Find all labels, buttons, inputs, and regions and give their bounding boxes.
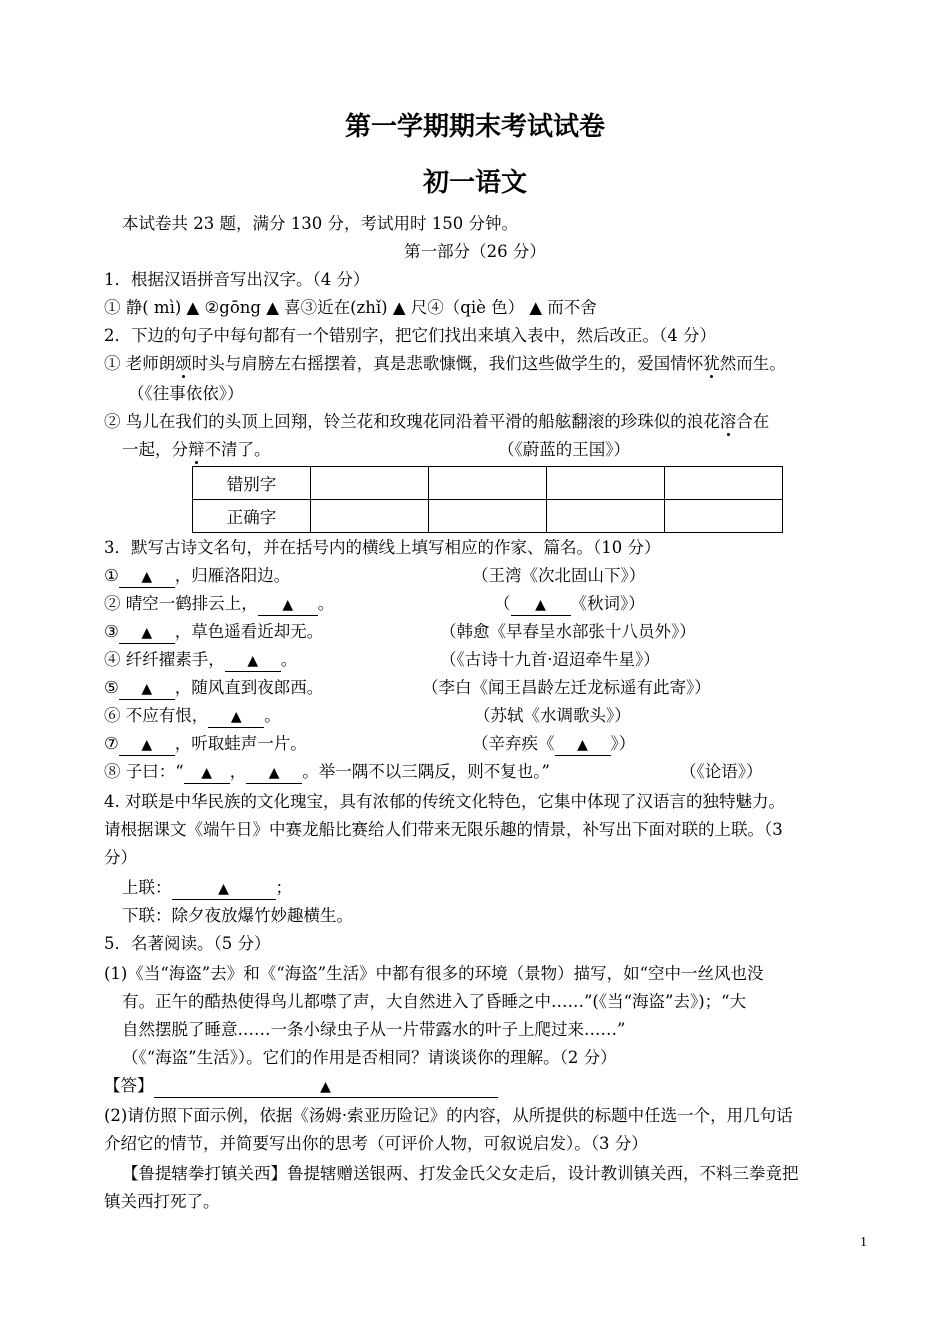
blank-marker: ▲ (247, 653, 259, 669)
q5-p1-line: 自然摆脱了睡意……一条小绿虫子从一片带露水的叶子上爬过来……” (122, 1020, 626, 1039)
answer-cell[interactable] (429, 500, 547, 533)
q1-stem: 1．根据汉语拼音写出汉字。（4 分） (104, 270, 370, 289)
q4-line: 分） (104, 848, 137, 867)
item-text: ，听取蛙声一片。 (174, 734, 307, 753)
q5-p1-line: 有。正午的酷热使得鸟儿都噤了声，大自然进入了昏睡之中……”(《当“海盗”去》)；“大 (122, 992, 747, 1011)
q2-sentence-1 (104, 352, 786, 376)
answer-cell[interactable] (547, 467, 665, 500)
q3-item-7 (104, 732, 307, 756)
q5-p1-line: （《“海盗”生活》）。它们的作用是否相同？请谈谈你的理解。（2 分） (122, 1048, 617, 1067)
blank-marker: ▲ (535, 597, 546, 613)
q2-sentence-2 (104, 410, 769, 434)
page-subtitle: 初一语文 (422, 168, 527, 198)
item-source: 》） (610, 734, 636, 753)
q5-answer-line (104, 1074, 498, 1098)
q5-example-line: 【鲁提辖拳打镇关西】鲁提辖赠送银两、打发金氏父女走后，设计教训镇关西，不料三拳竟把 (122, 1164, 799, 1183)
blank-marker: ▲ (282, 597, 294, 613)
q2-s2-part: 不清了。 (204, 440, 271, 459)
item-text: ，草色遥看近却无。 (174, 622, 324, 641)
answer-blank[interactable] (172, 878, 276, 900)
blank-marker: ▲ (268, 765, 280, 781)
answer-blank[interactable] (511, 594, 571, 616)
answer-cell[interactable] (547, 500, 665, 533)
answer-cell[interactable] (311, 467, 429, 500)
q4-line: 4. 对联是中华民族的文化瑰宝，具有浓郁的传统文化特色，它集中体现了汉语言的独特魅力。 (104, 792, 785, 811)
blank-marker: ▲ (141, 625, 153, 641)
blank-marker: ▲ (577, 737, 588, 753)
exam-intro: 本试卷共 23 题，满分 130 分，考试用时 150 分钟。 (122, 214, 518, 233)
item-text: 。举一隅不以三隅反，则不复也。” (302, 762, 550, 781)
answer-blank[interactable] (119, 734, 175, 756)
q3-item-8 (104, 760, 550, 784)
item-text: 。 (264, 706, 281, 725)
q2-sentence-2-cont (122, 438, 271, 462)
item-text: 。 (280, 650, 298, 669)
answer-blank[interactable] (119, 678, 175, 700)
item-prefix: ⑦ (104, 734, 119, 753)
item-source: 《秋词》） (570, 594, 645, 613)
answer-blank[interactable] (258, 594, 318, 616)
item-source: （辛弃疾《 (472, 734, 555, 753)
q5-stem: 5．名著阅读。（5 分） (104, 934, 271, 953)
q2-s2-part: ② 鸟儿在我们的头顶上回翔，铃兰花和玫瑰花同沿着平滑的船舷翻滚的珍珠似的浪花 (104, 412, 720, 431)
page-title: 第一学期期末考试试卷 (344, 112, 605, 142)
blank-marker: ▲ (141, 681, 153, 697)
answer-blank[interactable] (184, 762, 230, 784)
answer-blank[interactable] (208, 706, 264, 728)
blank-marker: ▲ (230, 709, 242, 725)
q2-s2-marked-char: 辩 (188, 440, 205, 459)
answer-cell[interactable] (429, 467, 547, 500)
q1-line: ① 静( mì) ▲ ②gōng ▲ 喜③近在(zhǐ) ▲ 尺④（qiè 色） ▲ 而不舍 (104, 298, 597, 317)
q2-s1-part: 时头与肩膀左右摇摆着，真是悲歌慷慨，我们这些做学生的，爱国情怀 (191, 354, 704, 373)
part-heading: 第一部分（26 分） (404, 242, 546, 261)
q3-item-5-source: （李白《闻王昌龄左迁龙标遥有此寄》） (422, 678, 711, 697)
item-prefix: ③ (104, 622, 119, 641)
answer-blank[interactable] (225, 650, 281, 672)
q3-stem: 3．默写古诗文名句，并在括号内的横线上填写相应的作家、篇名。（10 分） (104, 538, 661, 557)
table-row (193, 467, 783, 500)
q3-item-2-source (494, 592, 645, 616)
q3-item-1 (104, 564, 290, 588)
correction-table (192, 466, 783, 533)
q3-item-4-source: （《古诗十九首·迢迢牵牛星》） (440, 650, 660, 669)
item-text: ，归雁洛阳边。 (174, 566, 291, 585)
q3-item-6 (104, 704, 281, 728)
q5-p1-line: (1)《当“海盗”去》和《“海盗”生活》中都有很多的环境（景物）描写，如“空中一丝风也没 (104, 964, 764, 983)
q2-s1-source: （《往事依依》） (128, 384, 244, 403)
q3-item-4 (104, 648, 297, 672)
q3-item-5 (104, 676, 323, 700)
q3-item-1-source: （王湾《次北固山下》） (472, 566, 646, 585)
q3-item-8-source: （《论语》） (680, 762, 763, 781)
q5-example-line: 镇关西打死了。 (104, 1192, 220, 1211)
q3-item-2 (104, 592, 334, 616)
q2-s1-part: 然而生。 (719, 354, 786, 373)
item-prefix: ① (104, 566, 119, 585)
item-prefix: ⑤ (104, 678, 119, 697)
q2-s2-source: （《蔚蓝的王国》） (498, 440, 630, 459)
q3-item-3-source: （韩愈《早春呈水部张十八员外》） (440, 622, 696, 641)
answer-blank[interactable] (555, 734, 611, 756)
item-text: ， (229, 762, 247, 781)
answer-cell[interactable] (311, 500, 429, 533)
blank-marker: ▲ (201, 765, 213, 781)
q5-p2-line: 介绍它的情节，并简要写出你的思考（可评价人物，可叙说启发）。（3 分） (104, 1134, 648, 1153)
upper-label: 上联： (122, 878, 172, 897)
blank-marker: ▲ (218, 881, 229, 897)
open-paren: （ (494, 594, 511, 613)
item-text: ； (275, 878, 292, 897)
row-header-correct: 正确字 (193, 500, 311, 533)
page-number: 1 (860, 1235, 867, 1250)
q2-s2-part: 合在 (736, 412, 770, 431)
q4-lower-couplet: 下联：除夕夜放爆竹妙趣横生。 (122, 906, 353, 925)
q2-s1-marked-char: 犹 (703, 354, 720, 373)
row-header-wrong: 错别字 (193, 467, 311, 500)
answer-cell[interactable] (665, 500, 783, 533)
blank-marker: ▲ (141, 569, 153, 585)
q2-s1-part: ① 老师朗 (104, 354, 176, 373)
q3-item-6-source: （苏轼《水调歌头》） (474, 706, 631, 725)
answer-blank[interactable] (246, 762, 302, 784)
q3-item-7-source (472, 732, 635, 756)
table-row (193, 500, 783, 533)
blank-marker: ▲ (141, 737, 153, 753)
answer-label: 【答】 (104, 1076, 154, 1095)
item-prefix: ⑧ 子曰：“ (104, 762, 184, 781)
item-prefix: ② 晴空一鹤排云上， (104, 594, 258, 613)
q2-s2-part: 一起，分 (122, 440, 188, 459)
q2-s1-marked-char: 颂 (175, 354, 192, 373)
item-text: 。 (317, 594, 335, 613)
q4-line: 请根据课文《端午日》中赛龙船比赛给人们带来无限乐趣的情景，补写出下面对联的上联。（3 (104, 820, 783, 839)
q2-s2-marked-char: 溶 (719, 412, 737, 431)
answer-blank[interactable] (119, 622, 175, 644)
item-prefix: ④ 纤纤擢素手， (104, 650, 225, 669)
answer-blank[interactable] (119, 566, 175, 588)
q4-upper-couplet (122, 876, 292, 900)
answer-blank[interactable] (154, 1076, 498, 1098)
item-prefix: ⑥ 不应有恨， (104, 706, 209, 725)
q2-stem: 2．下边的句子中每句都有一个错别字，把它们找出来填入表中，然后改正。（4 分） (104, 326, 716, 345)
item-text: ，随风直到夜郎西。 (174, 678, 324, 697)
blank-marker: ▲ (320, 1079, 331, 1095)
answer-cell[interactable] (665, 467, 783, 500)
q3-item-3 (104, 620, 323, 644)
q5-p2-line: (2)请仿照下面示例，依据《汤姆·索亚历险记》的内容，从所提供的标题中任选一个，用几句话 (104, 1106, 793, 1125)
